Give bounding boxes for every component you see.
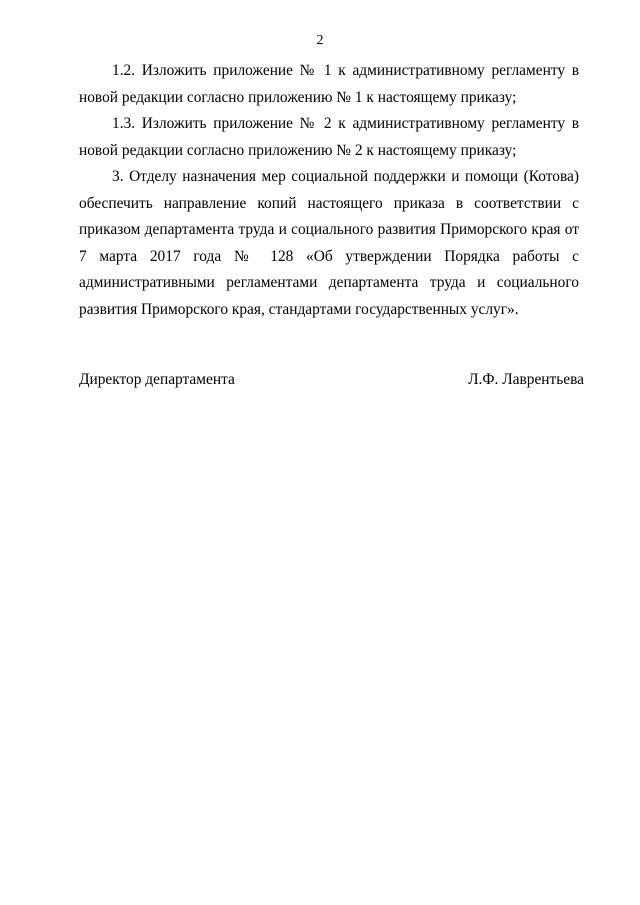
document-body bbox=[79, 58, 579, 323]
paragraph-3: 3. Отделу назначения мер социальной поддержки и помощи (Котова) обеспечить направление копий настоящего приказа в соответствии с приказом департамента труда и социального развития Приморского края от 7 марта 2017 года № 128 «Об утверждении Порядка работы с административными регламентами департамента труда и социального развития Приморского края, стандартами государственных услуг». bbox=[79, 168, 579, 318]
page-number: 2 bbox=[316, 33, 324, 48]
paragraph-1-2: 1.2. Изложить приложение № 1 к административному регламенту в новой редакции согласно приложению № 1 к настоящему приказу; bbox=[79, 62, 579, 106]
signature-block bbox=[79, 367, 584, 394]
signatory-name: Л.Ф. Лаврентьева bbox=[468, 371, 584, 388]
signatory-position: Директор департамента bbox=[79, 371, 235, 388]
paragraph-1-3: 1.3. Изложить приложение № 2 к административному регламенту в новой редакции согласно приложению № 2 к настоящему приказу; bbox=[79, 115, 579, 159]
